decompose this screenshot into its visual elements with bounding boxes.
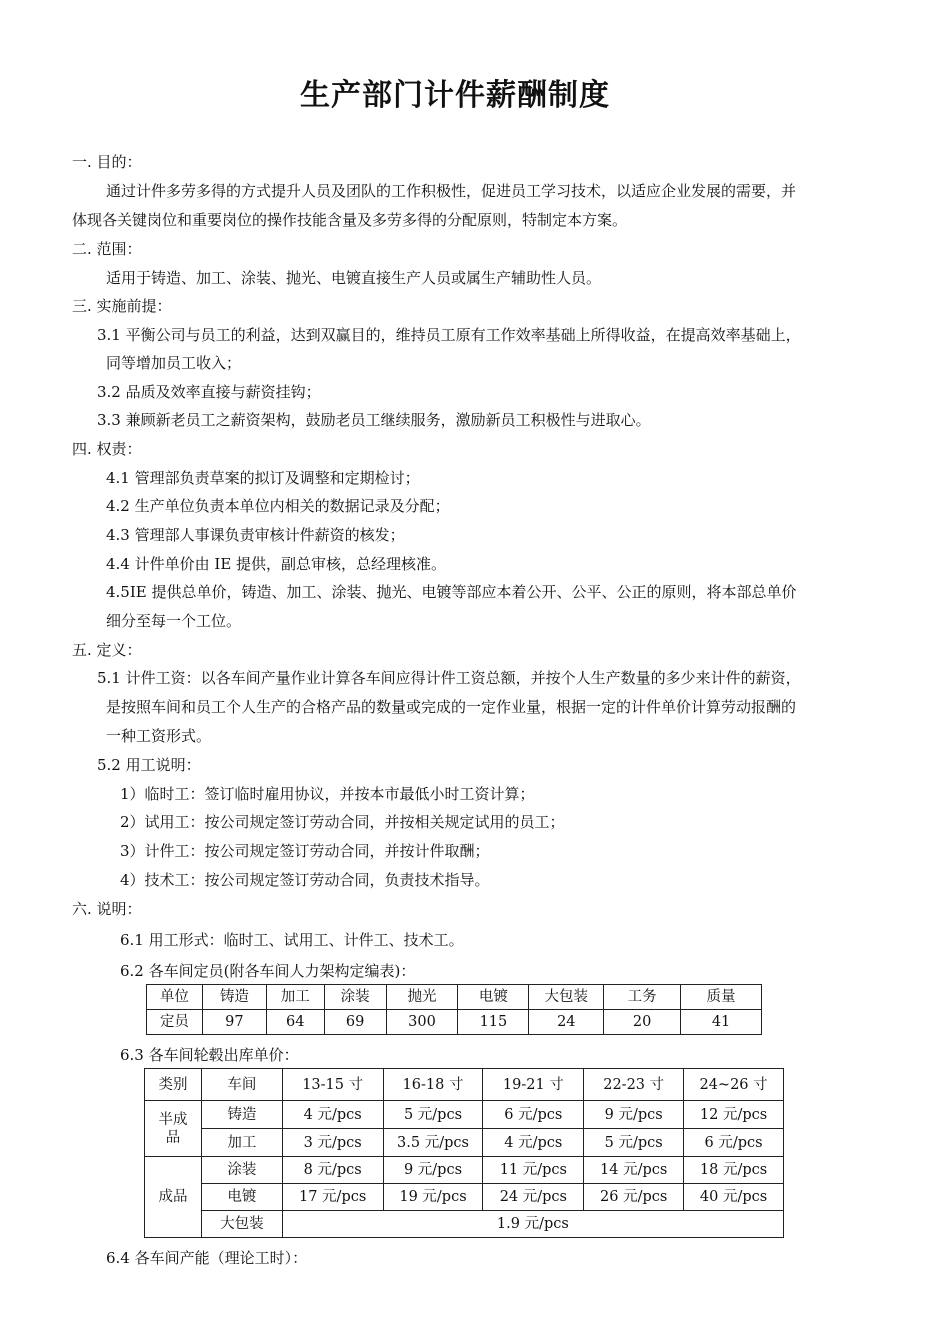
list-item: 6.4 各车间产能（理论工时）： [106,1249,308,1267]
table-row [145,1211,784,1238]
table-cell: 5 元/pcs [584,1129,684,1157]
table-cell: 9 元/pcs [383,1157,483,1184]
table-cell: 20 [604,1010,681,1035]
table-cell: 12 元/pcs [684,1101,784,1129]
section-1-heading: 一. 目的： [72,153,142,171]
staffing-table [146,984,762,1035]
table-cell: 97 [202,1010,266,1035]
table-cell: 9 元/pcs [584,1101,684,1129]
sub-list-item: 3）计件工：按公司规定签订劳动合同，并按计件取酬； [120,842,490,860]
list-item-continuation: 一种工资形式。 [106,727,212,745]
table-cell: 115 [458,1010,529,1035]
table-cell: 19 元/pcs [383,1184,483,1211]
table-cell: 涂装 [324,985,386,1010]
table-cell: 类别 [145,1069,202,1101]
list-item: 4.4 计件单价由 IE 提供，副总审核，总经理核准。 [106,555,447,573]
table-cell: 41 [681,1010,762,1035]
paragraph-line: 通过计件多劳多得的方式提升人员及团队的工作积极性，促进员工学习技术，以适应企业发展的需要，并 [106,182,797,200]
table-cell: 抛光 [386,985,458,1010]
table-cell: 8 元/pcs [282,1157,383,1184]
list-item-continuation: 细分至每一个工位。 [106,612,242,630]
table-cell: 16-18 寸 [383,1069,483,1101]
table-cell: 6 元/pcs [684,1129,784,1157]
list-item: 3.3 兼顾新老员工之薪资架构，鼓励老员工继续服务，激励新员工积极性与进取心。 [97,411,651,429]
table-cell: 40 元/pcs [684,1184,784,1211]
section-5-heading: 五. 定义： [72,641,142,659]
table-cell: 14 元/pcs [584,1157,684,1184]
table-cell: 22-23 寸 [584,1069,684,1101]
paragraph-line: 体现各关键岗位和重要岗位的操作技能含量及多劳多得的分配原则，特制定本方案。 [72,211,628,229]
section-6-heading: 六. 说明： [72,900,142,918]
sub-list-item: 4）技术工：按公司规定签订劳动合同，负责技术指导。 [120,871,490,889]
table-cell: 300 [386,1010,458,1035]
table-row [145,1184,784,1211]
table-cell: 3 元/pcs [282,1129,383,1157]
table-cell: 电镀 [201,1184,282,1211]
list-item: 3.2 品质及效率直接与薪资挂钩； [97,383,321,401]
table-cell: 17 元/pcs [282,1184,383,1211]
table-cell: 质量 [681,985,762,1010]
table-header-row [145,1069,784,1101]
table-cell: 电镀 [458,985,529,1010]
table-cell: 69 [324,1010,386,1035]
table-cell: 24~26 寸 [684,1069,784,1101]
table-cell: 3.5 元/pcs [383,1129,483,1157]
list-item: 4.1 管理部负责草案的拟订及调整和定期检讨； [106,469,420,487]
list-item: 6.2 各车间定员(附各车间人力架构定编表)： [120,962,416,980]
unit-price-table [144,1068,784,1238]
list-item: 6.1 用工形式：临时工、试用工、计件工、技术工。 [120,931,464,949]
table-cell: 加工 [201,1129,282,1157]
table-cell: 涂装 [201,1157,282,1184]
sub-list-item: 2）试用工：按公司规定签订劳动合同，并按相关规定试用的员工； [120,813,565,831]
list-item: 5.1 计件工资：以各车间产量作业计算各车间应得计件工资总额，并按个人生产数量的多少来计件的薪资， [97,669,801,687]
table-cell: 26 元/pcs [584,1184,684,1211]
table-cell: 6 元/pcs [483,1101,584,1129]
table-row [145,1157,784,1184]
table-cell: 1.9 元/pcs [282,1211,783,1238]
table-row [147,1010,762,1035]
table-cell: 工务 [604,985,681,1010]
table-cell: 24 元/pcs [483,1184,584,1211]
table-cell: 4 元/pcs [483,1129,584,1157]
table-cell: 64 [266,1010,324,1035]
table-cell: 定员 [147,1010,203,1035]
list-item: 4.3 管理部人事课负责审核计件薪资的核发； [106,526,405,544]
list-item-continuation: 同等增加员工收入； [106,354,242,372]
table-cell: 大包装 [201,1211,282,1238]
table-cell: 11 元/pcs [483,1157,584,1184]
table-cell: 13-15 寸 [282,1069,383,1101]
list-item: 4.2 生产单位负责本单位内相关的数据记录及分配； [106,497,450,515]
table-cell: 加工 [266,985,324,1010]
table-row [145,1101,784,1129]
list-item-continuation: 是按照车间和员工个人生产的合格产品的数量或完成的一定作业量，根据一定的计件单价计算劳动报酬的 [106,698,797,716]
list-item: 6.3 各车间轮毂出库单价： [120,1046,299,1064]
table-cell: 半成品 [145,1101,202,1157]
list-item: 3.1 平衡公司与员工的利益，达到双赢目的，维持员工原有工作效率基础上所得收益，在提高效率基础上， [97,326,801,344]
section-3-heading: 三. 实施前提： [72,297,172,315]
table-cell: 19-21 寸 [483,1069,584,1101]
paragraph-line: 适用于铸造、加工、涂装、抛光、电镀直接生产人员或属生产辅助性人员。 [106,269,602,287]
table-row [145,1129,784,1157]
table-cell: 18 元/pcs [684,1157,784,1184]
document-title: 生产部门计件薪酬制度 [300,78,610,113]
table-cell: 铸造 [201,1101,282,1129]
sub-list-item: 1）临时工：签订临时雇用协议，并按本市最低小时工资计算； [120,785,535,803]
table-cell: 24 [529,1010,604,1035]
section-4-heading: 四. 权责： [72,440,142,458]
table-cell: 5 元/pcs [383,1101,483,1129]
table-cell: 大包装 [529,985,604,1010]
table-cell: 车间 [201,1069,282,1101]
table-cell: 单位 [147,985,203,1010]
table-cell: 铸造 [202,985,266,1010]
list-item: 5.2 用工说明： [97,756,201,774]
table-cell: 成品 [145,1157,202,1238]
table-cell: 4 元/pcs [282,1101,383,1129]
section-2-heading: 二. 范围： [72,240,142,258]
table-header-row [147,985,762,1010]
list-item: 4.5IE 提供总单价，铸造、加工、涂装、抛光、电镀等部应本着公开、公平、公正的原则，将本部总单价 [106,583,797,601]
